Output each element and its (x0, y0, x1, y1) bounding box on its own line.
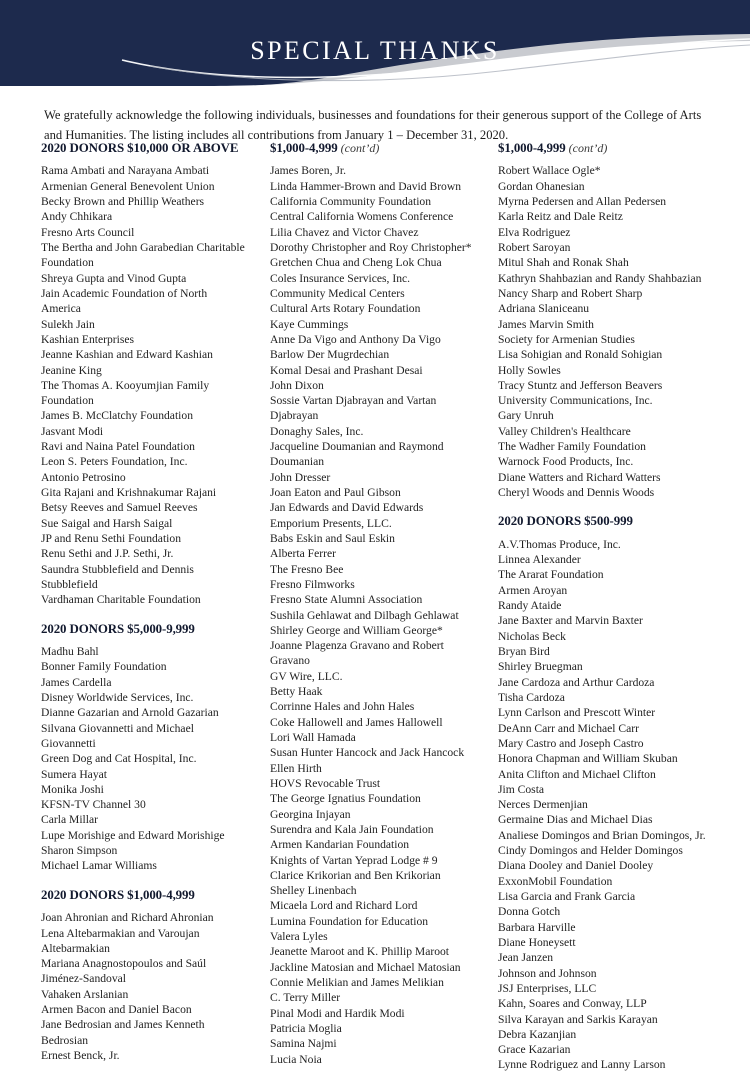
donor-entry: Shirley George and William George* (270, 623, 443, 637)
donor-entry: Foundation (41, 256, 94, 270)
donor-entry: Komal Desai and Prashant Desai (270, 363, 423, 377)
donor-entry: Valley Children's Healthcare (498, 424, 631, 438)
donor-entry: Stubblefield (41, 577, 98, 591)
donor-entry: Armenian General Benevolent Union (41, 179, 215, 193)
donor-entry: Lena Altebarmakian and Varoujan (41, 926, 200, 940)
donor-entry: Babs Eskin and Saul Eskin (270, 531, 395, 545)
donor-entry: Tracy Stuntz and Jefferson Beavers (498, 378, 663, 392)
donor-entry: Anne Da Vigo and Anthony Da Vigo (270, 332, 441, 346)
donor-entry: Nancy Sharp and Robert Sharp (498, 286, 643, 300)
donor-section-heading (41, 888, 260, 903)
donor-entry: Jeanine King (41, 363, 102, 377)
donor-entry: Coles Insurance Services, Inc. (270, 271, 411, 285)
donor-entry: Sharon Simpson (41, 844, 118, 858)
donor-entry: Warnock Food Products, Inc. (498, 455, 634, 469)
donor-entry: Armen Kandarian Foundation (270, 838, 410, 852)
donor-entry: Lisa Sohigian and Ronald Sohigian (498, 348, 663, 362)
donor-entry: Ellen Hirth (270, 761, 322, 775)
donor-entry: Corrinne Hales and John Hales (270, 700, 415, 714)
donor-entry: Knights of Vartan Yeprad Lodge # 9 (270, 853, 438, 867)
donor-entry: A.V.Thomas Produce, Inc. (498, 537, 621, 551)
donor-section (41, 888, 260, 1064)
donor-entry: Bonner Family Foundation (41, 660, 167, 674)
donor-section-heading (498, 141, 741, 156)
donor-list (41, 163, 260, 607)
donor-entry: Vardhaman Charitable Foundation (41, 593, 201, 607)
donor-entry: Jane Bedrosian and James Kenneth (41, 1018, 205, 1032)
donor-entry: Lupe Morishige and Edward Morishige (41, 828, 225, 842)
donor-entry: Robert Saroyan (498, 241, 571, 255)
donor-entry: Analiese Domingos and Brian Domingos, Jr. (498, 828, 706, 842)
donor-entry: Sumera Hayat (41, 767, 107, 781)
donor-entry: Sue Saigal and Harsh Saigal (41, 516, 173, 530)
donor-entry: Dorothy Christopher and Roy Christopher* (270, 241, 472, 255)
donor-entry: Nerces Dermenjian (498, 798, 588, 812)
donor-entry: Armen Aroyan (498, 583, 568, 597)
donor-section-heading (498, 514, 741, 529)
donor-entry: James B. McClatchy Foundation (41, 409, 193, 423)
donor-entry: Gary Unruh (498, 409, 554, 423)
donor-entry: Lisa Garcia and Frank Garcia (498, 890, 636, 904)
donor-entry: Jasvant Modi (41, 424, 104, 438)
donor-entry: Pinal Modi and Hardik Modi (270, 1006, 405, 1020)
donor-entry: Disney Worldwide Services, Inc. (41, 690, 194, 704)
donor-section-heading-text: 2020 DONORS $10,000 OR ABOVE (41, 141, 239, 155)
donor-section-heading-text: 2020 DONORS $1,000-4,999 (41, 887, 195, 902)
donor-entry: JP and Renu Sethi Foundation (41, 531, 181, 545)
donor-entry: Vahaken Arslanian (41, 987, 129, 1001)
donor-entry: Giovannetti (41, 736, 96, 750)
donor-entry: Community Medical Centers (270, 286, 405, 300)
donor-entry: The Bertha and John Garabedian Charitable (41, 241, 245, 255)
donor-entry: Rama Ambati and Narayana Ambati (41, 164, 210, 178)
donor-entry: Ernest Benck, Jr. (41, 1049, 120, 1063)
donor-entry: Jean Janzen (498, 951, 554, 965)
donor-entry: Donna Gotch (498, 905, 561, 919)
donor-entry: Robert Wallace Ogle* (498, 164, 601, 178)
donor-entry: Lori Wall Hamada (270, 731, 356, 745)
donor-entry: ExxonMobil Foundation (498, 874, 613, 888)
donor-entry: Johnson and Johnson (498, 966, 597, 980)
donor-entry: The Ararat Foundation (498, 568, 604, 582)
donor-entry: Jane Baxter and Marvin Baxter (498, 614, 643, 628)
donor-entry: Adriana Slaniceanu (498, 302, 590, 316)
donor-entry: Lynn Carlson and Prescott Winter (498, 706, 656, 720)
donor-entry: KFSN-TV Channel 30 (41, 798, 146, 812)
donor-entry: Cultural Arts Rotary Foundation (270, 302, 421, 316)
donor-entry: University Communications, Inc. (498, 394, 653, 408)
donor-section-heading-text: $1,000-4,999 (498, 141, 566, 155)
donor-entry: GV Wire, LLC. (270, 669, 343, 683)
donor-section-continued-label: (cont’d) (340, 141, 380, 155)
donor-entry: John Dresser (270, 470, 331, 484)
donor-entry: James Marvin Smith (498, 317, 594, 331)
donor-entry: Joanne Plagenza Gravano and Robert (270, 639, 444, 653)
donor-entry: Jackline Matosian and Michael Matosian (270, 960, 461, 974)
donor-list (41, 644, 260, 874)
donor-entry: Betty Haak (270, 685, 323, 699)
donor-entry: The Thomas A. Kooyumjian Family (41, 378, 210, 392)
donor-entry: Jain Academic Foundation of North (41, 286, 208, 300)
donor-section (498, 514, 741, 1072)
donor-entry: Diane Honeysett (498, 935, 576, 949)
donor-entry: Tisha Cardoza (498, 690, 565, 704)
donor-section-heading-text: $1,000-4,999 (270, 141, 338, 155)
donor-entry: Shirley Bruegman (498, 660, 583, 674)
donor-entry: Silvana Giovannetti and Michael (41, 721, 194, 735)
donor-entry: James Boren, Jr. (270, 164, 346, 178)
donor-entry: Fresno Filmworks (270, 577, 355, 591)
donor-entry: Joan Eaton and Paul Gibson (270, 486, 401, 500)
donor-entry: DeAnn Carr and Michael Carr (498, 721, 640, 735)
donor-entry: Samina Najmi (270, 1037, 337, 1051)
donor-entry: Micaela Lord and Richard Lord (270, 899, 418, 913)
donor-entry: Randy Ataide (498, 599, 562, 613)
donor-entry: Patricia Moglia (270, 1021, 342, 1035)
donor-section (270, 141, 488, 1067)
donor-section (41, 141, 260, 608)
donor-entry: Djabrayan (270, 409, 319, 423)
donor-entry: Joan Ahronian and Richard Ahronian (41, 911, 214, 925)
donor-section-continued-label: (cont’d) (568, 141, 608, 155)
donor-entry: Kashian Enterprises (41, 332, 135, 346)
donor-entry: Ravi and Naina Patel Foundation (41, 440, 195, 454)
donor-entry: Jacqueline Doumanian and Raymond (270, 440, 444, 454)
donor-entry: Madhu Bahl (41, 645, 99, 659)
donor-columns (41, 141, 741, 1073)
donor-entry: Society for Armenian Studies (498, 332, 635, 346)
donor-entry: Silva Karayan and Sarkis Karayan (498, 1012, 658, 1026)
donor-entry: John Dixon (270, 378, 324, 392)
acknowledgement-paragraph: We gratefully acknowledge the following individuals, businesses and foundations for their generous support of the College of Arts and Humanities. The listing includes all contributions from January 1 – December 31, 2020. (44, 107, 702, 142)
donor-list (41, 910, 260, 1063)
donor-entry: Clarice Krikorian and Ben Krikorian (270, 868, 441, 882)
donor-entry: Jan Edwards and David Edwards (270, 501, 424, 515)
donor-entry: Becky Brown and Phillip Weathers (41, 195, 205, 209)
donor-entry: Gita Rajani and Krishnakumar Rajani (41, 486, 217, 500)
donor-entry: Mary Castro and Joseph Castro (498, 736, 644, 750)
donor-section-heading-text: 2020 DONORS $5,000-9,999 (41, 621, 195, 636)
donor-entry: Michael Lamar Williams (41, 859, 157, 873)
donor-entry: Alberta Ferrer (270, 547, 336, 561)
donor-entry: Cindy Domingos and Helder Domingos (498, 844, 683, 858)
donor-list (498, 163, 741, 500)
donor-entry: Donaghy Sales, Inc. (270, 424, 364, 438)
donor-entry: Mitul Shah and Ronak Shah (498, 256, 629, 270)
donor-entry: Gravano (270, 654, 310, 668)
donor-entry: Antonio Petrosino (41, 470, 126, 484)
donor-entry: JSJ Enterprises, LLC (498, 981, 597, 995)
donor-entry: Sossie Vartan Djabrayan and Vartan (270, 394, 437, 408)
donor-entry: Diana Dooley and Daniel Dooley (498, 859, 654, 873)
donor-entry: Cheryl Woods and Dennis Woods (498, 486, 655, 500)
donor-entry: Emporium Presents, LLC. (270, 516, 392, 530)
donor-entry: Betsy Reeves and Samuel Reeves (41, 501, 198, 515)
page-header-band (0, 0, 750, 86)
donor-column-3 (498, 141, 741, 1073)
donor-entry: Kaye Cummings (270, 317, 349, 331)
donor-entry: Kathryn Shahbazian and Randy Shahbazian (498, 271, 702, 285)
donor-entry: The Wadher Family Foundation (498, 440, 646, 454)
donor-entry: Leon S. Peters Foundation, Inc. (41, 455, 188, 469)
donor-entry: Doumanian (270, 455, 325, 469)
donor-column-1 (41, 141, 270, 1063)
donor-entry: C. Terry Miller (270, 991, 341, 1005)
donor-entry: Jeanette Maroot and K. Phillip Maroot (270, 945, 450, 959)
donor-entry: Gordan Ohanesian (498, 179, 585, 193)
donor-entry: Jiménez-Sandoval (41, 972, 126, 986)
donor-entry: Surendra and Kala Jain Foundation (270, 822, 434, 836)
donor-entry: Connie Melikian and James Melikian (270, 976, 444, 990)
donor-entry: Coke Hallowell and James Hallowell (270, 715, 443, 729)
donor-list (270, 163, 488, 1066)
donor-section (498, 141, 741, 500)
donor-entry: Foundation (41, 394, 94, 408)
donor-entry: Elva Rodriguez (498, 225, 571, 239)
donor-entry: Shreya Gupta and Vinod Gupta (41, 271, 187, 285)
donor-entry: The Fresno Bee (270, 562, 344, 576)
donor-entry: Georgina Injayan (270, 807, 351, 821)
donor-entry: Bryan Bird (498, 645, 550, 659)
donor-section-heading (41, 622, 260, 637)
donor-entry: Gretchen Chua and Cheng Lok Chua (270, 256, 442, 270)
donor-column-2 (270, 141, 498, 1067)
donor-section-heading (41, 141, 260, 156)
donor-entry: Lilia Chavez and Victor Chavez (270, 225, 419, 239)
donor-entry: Myrna Pedersen and Allan Pedersen (498, 195, 667, 209)
donor-entry: Anita Clifton and Michael Clifton (498, 767, 656, 781)
donor-entry: Bedrosian (41, 1033, 89, 1047)
donor-entry: Kahn, Soares and Conway, LLP (498, 997, 647, 1011)
donor-entry: Central California Womens Conference (270, 210, 454, 224)
donor-entry: Grace Kazarian (498, 1043, 571, 1057)
donor-entry: Karla Reitz and Dale Reitz (498, 210, 623, 224)
donor-entry: Nicholas Beck (498, 629, 566, 643)
page-title: SPECIAL THANKS (250, 36, 500, 65)
donor-entry: Monika Joshi (41, 782, 104, 796)
donor-entry: Germaine Dias and Michael Dias (498, 813, 653, 827)
donor-entry: Sushila Gehlawat and Dilbagh Gehlawat (270, 608, 459, 622)
donor-entry: Armen Bacon and Daniel Bacon (41, 1003, 192, 1017)
donor-entry: Susan Hunter Hancock and Jack Hancock (270, 746, 465, 760)
donor-entry: Lynne Rodriguez and Lanny Larson (498, 1058, 666, 1072)
donor-entry: Diane Watters and Richard Watters (498, 470, 661, 484)
donor-entry: Saundra Stubblefield and Dennis (41, 562, 194, 576)
donor-entry: Jane Cardoza and Arthur Cardoza (498, 675, 655, 689)
donor-entry: Andy Chhikara (41, 210, 113, 224)
donor-entry: Holly Sowles (498, 363, 561, 377)
donor-entry: Lumina Foundation for Education (270, 914, 429, 928)
donor-entry: Fresno Arts Council (41, 225, 135, 239)
donor-entry: Fresno State Alumni Association (270, 593, 423, 607)
donor-entry: Green Dog and Cat Hospital, Inc. (41, 752, 197, 766)
donor-entry: Shelley Linenbach (270, 884, 357, 898)
donor-entry: Carla Millar (41, 813, 98, 827)
donor-entry: HOVS Revocable Trust (270, 776, 381, 790)
donor-list (498, 537, 741, 1073)
donor-entry: Mariana Anagnostopoulos and Saúl (41, 957, 207, 971)
donor-entry: Sulekh Jain (41, 317, 95, 331)
donor-section (41, 622, 260, 874)
donor-entry: Honora Chapman and William Skuban (498, 752, 678, 766)
donor-entry: Lucia Noia (270, 1052, 322, 1066)
donor-entry: Jeanne Kashian and Edward Kashian (41, 348, 213, 362)
donor-entry: Dianne Gazarian and Arnold Gazarian (41, 706, 219, 720)
donor-entry: The George Ignatius Foundation (270, 792, 421, 806)
donor-entry: Linnea Alexander (498, 553, 581, 567)
donor-entry: Barlow Der Mugrdechian (270, 348, 390, 362)
donor-entry: Linda Hammer-Brown and David Brown (270, 179, 462, 193)
donor-entry: California Community Foundation (270, 195, 432, 209)
donor-section-heading (270, 141, 488, 156)
donor-entry: Renu Sethi and J.P. Sethi, Jr. (41, 547, 174, 561)
donor-entry: Barbara Harville (498, 920, 576, 934)
donor-entry: Jim Costa (498, 782, 545, 796)
donor-entry: Valera Lyles (270, 930, 328, 944)
donor-section-heading-text: 2020 DONORS $500-999 (498, 514, 633, 529)
donor-entry: America (41, 302, 81, 316)
donor-entry: Debra Kazanjian (498, 1027, 577, 1041)
donor-entry: Altebarmakian (41, 941, 110, 955)
donor-entry: James Cardella (41, 675, 112, 689)
